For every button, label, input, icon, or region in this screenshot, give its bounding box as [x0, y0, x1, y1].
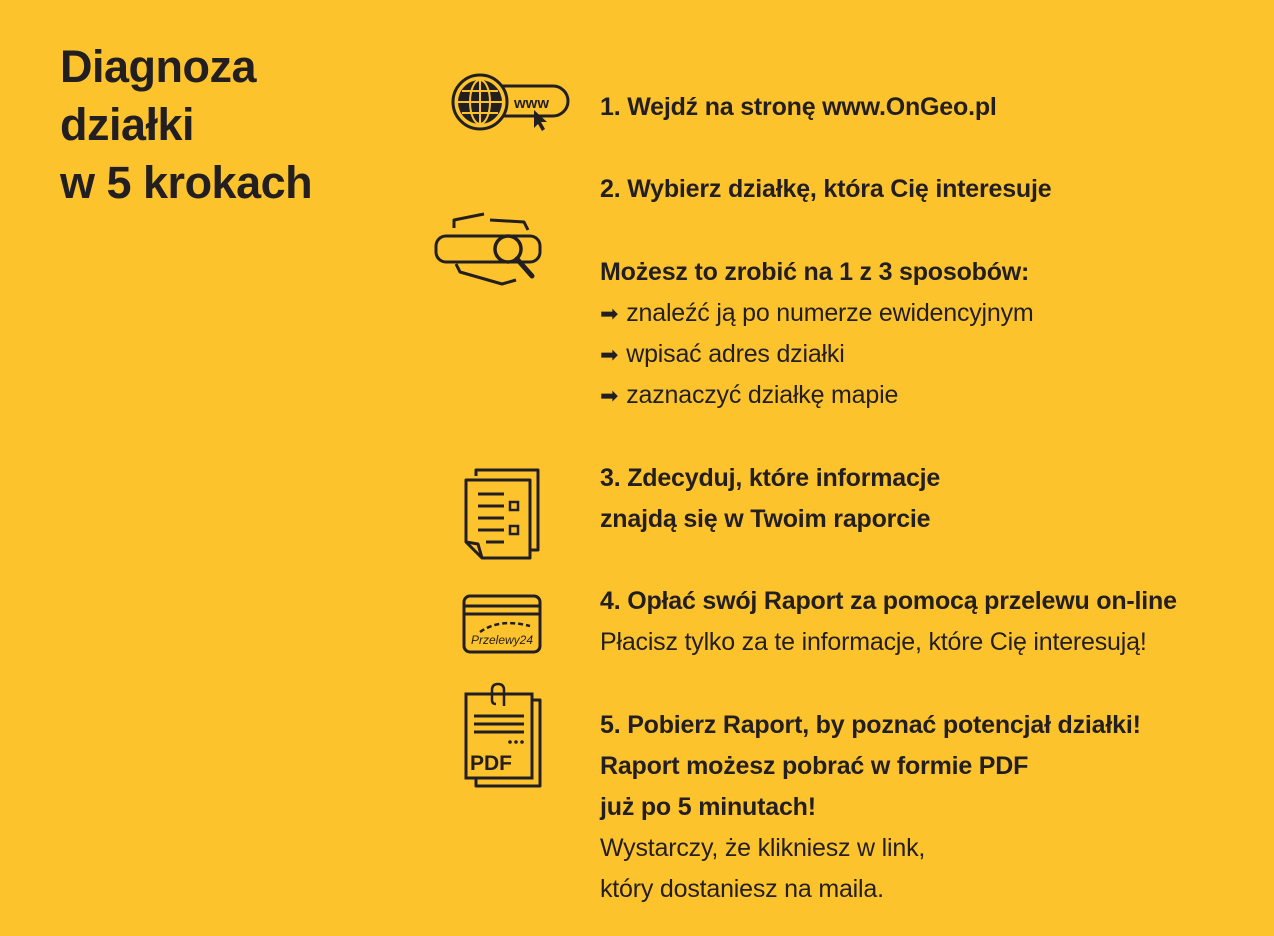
document-checklist-icon — [460, 466, 546, 564]
step-3-heading: 3. Zdecyduj, które informacje — [600, 464, 941, 492]
step-2-subheading: Możesz to zrobić na 1 z 3 sposobów: — [600, 258, 1030, 286]
pdf-label: PDF — [470, 752, 512, 775]
payment-card-przelewy24-icon — [460, 592, 544, 656]
globe-www-icon — [450, 72, 572, 134]
step-5-heading: już po 5 minutach! — [600, 793, 816, 821]
option-item — [600, 293, 1034, 334]
step-5-body: który dostaniesz na maila. — [600, 875, 884, 903]
step-3-heading: znajdą się w Twoim raporcie — [600, 505, 931, 533]
przelewy24-label: Przelewy24 — [470, 633, 534, 647]
pdf-document-icon — [460, 680, 544, 792]
step-5 — [600, 705, 1141, 910]
arrow-right-icon: ➡ — [600, 301, 619, 326]
map-search-icon — [432, 208, 544, 294]
step-3 — [600, 458, 940, 540]
step-5-heading: 5. Pobierz Raport, by poznać potencjał działki! — [600, 711, 1141, 739]
step-4 — [600, 581, 1177, 663]
step-4-body: Płacisz tylko za te informacje, które Cię interesują! — [600, 628, 1147, 656]
step-2-heading: 2. Wybierz działkę, która Cię interesuje — [600, 175, 1052, 203]
option-item — [600, 375, 1034, 416]
step-2 — [600, 169, 1051, 210]
svg-text:www: www — [514, 95, 550, 112]
step-1 — [600, 87, 997, 128]
option-text: zaznaczyć działkę mapie — [626, 381, 899, 409]
title-line: Diagnoza — [60, 41, 257, 92]
option-text: znaleźć ją po numerze ewidencyjnym — [626, 299, 1034, 327]
option-item — [600, 334, 1034, 375]
option-text: wpisać adres działki — [626, 340, 845, 368]
step-1-heading: 1. Wejdź na stronę www.OnGeo.pl — [600, 93, 997, 121]
title-line: działki — [60, 99, 195, 150]
step-4-heading: 4. Opłać swój Raport za pomocą przelewu on-line — [600, 587, 1177, 615]
step-5-body: Wystarczy, że klikniesz w link, — [600, 834, 926, 862]
page-title — [60, 38, 312, 212]
arrow-right-icon: ➡ — [600, 342, 619, 367]
step-2-options — [600, 252, 1034, 416]
title-line: w 5 krokach — [60, 157, 313, 208]
step-5-heading: Raport możesz pobrać w formie PDF — [600, 752, 1029, 780]
arrow-right-icon: ➡ — [600, 383, 619, 408]
